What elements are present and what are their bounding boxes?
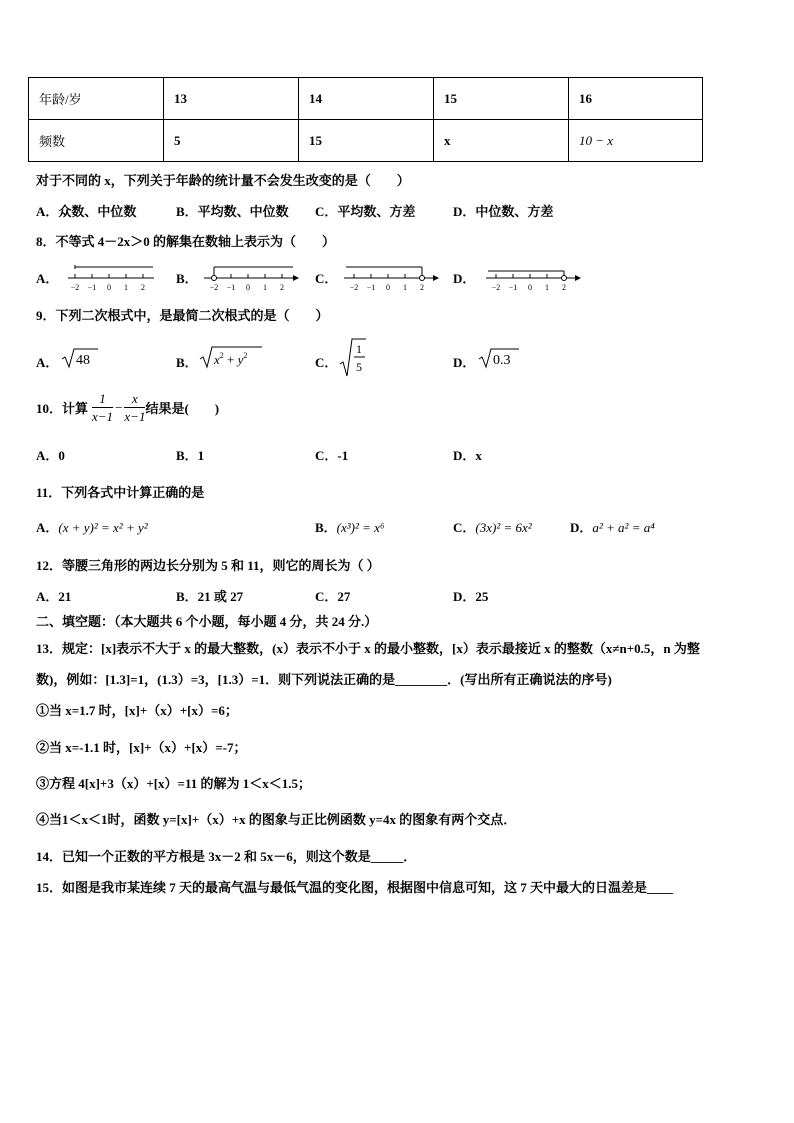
q13-statement-2: ②当 x=-1.1 时，[x]+（x）+[x）=-7； (36, 740, 247, 755)
number-line-b[interactable] (198, 262, 303, 292)
q10-option-a[interactable]: A．0 (36, 448, 65, 463)
tick-label: −2 (491, 283, 501, 292)
tick-label: 1 (403, 283, 407, 292)
table-row (29, 120, 703, 162)
q11-option-c[interactable]: C．(3x)² = 6x² (453, 520, 532, 535)
q9-option-b-label[interactable]: B． (176, 355, 198, 370)
table-cell: 15 (434, 78, 569, 120)
q12-option-a[interactable]: A．21 (36, 589, 72, 604)
tick-label: 2 (420, 283, 424, 292)
q9-option-a-radical[interactable] (60, 345, 100, 371)
tick-label: −2 (349, 283, 359, 292)
table-row (29, 78, 703, 120)
q10-suffix: 结果是( ) (145, 401, 220, 416)
fraction: $\frac{x}{x-1}$ (124, 391, 146, 424)
tick-label: −1 (87, 283, 97, 292)
svg-text:5: 5 (356, 360, 362, 374)
radicand: 48 (76, 353, 90, 368)
number-line-a[interactable] (60, 262, 160, 292)
tick-label: 2 (141, 283, 145, 292)
tick-label: −2 (209, 283, 219, 292)
q9-option-d-radical[interactable] (477, 345, 522, 371)
question-15: 15．如图是我市某连续 7 天的最高气温与最低气温的变化图，根据图中信息可知，这 7 天中最大的日温差是____ (36, 880, 674, 895)
q7-option-d[interactable]: D．中位数、方差 (453, 204, 554, 219)
question-12-stem: 12．等腰三角形的两边长分别为 5 和 11，则它的周长为（ ） (36, 558, 380, 573)
table-cell: 5 (164, 120, 299, 162)
table-cell: 16 (569, 78, 703, 120)
tick-label: −1 (508, 283, 518, 292)
question-10-stem: 10．计算 $\frac{1}{x-1}$ − $\frac{x}{x-1}$ 结果是( ) (36, 391, 220, 424)
age-frequency-table (28, 77, 703, 162)
q13-statement-4: ④当1＜x＜1时，函数 y=[x]+（x）+x 的图象与正比例函数 y=4x 的图象有两个交点． (36, 812, 517, 827)
q12-option-b[interactable]: B．21 或 27 (176, 589, 244, 604)
q10-prefix: 10．计算 (36, 401, 89, 416)
radicand: 0.3 (493, 353, 511, 368)
table-cell: 13 (164, 78, 299, 120)
table-cell: 14 (299, 78, 434, 120)
q7-option-b[interactable]: B．平均数、中位数 (176, 204, 289, 219)
q7-option-c[interactable]: C．平均数、方差 (315, 204, 416, 219)
question-13-line1: 13．规定：[x]表示不大于 x 的最大整数，(x）表示不小于 x 的最小整数，[x）表示最接近 x 的整数（x≠n+0.5，n 为整 (36, 641, 700, 656)
q9-option-d-label[interactable]: D． (453, 355, 476, 370)
tick-label: −1 (226, 283, 236, 292)
q9-option-c-radical[interactable] (338, 336, 370, 380)
tick-label: 2 (280, 283, 284, 292)
tick-label: 0 (528, 283, 532, 292)
number-line-d[interactable] (480, 262, 585, 292)
q9-option-b-radical[interactable] (198, 343, 268, 371)
table-cell: 10 − x (569, 120, 703, 162)
tick-label: −1 (366, 283, 376, 292)
number-line-c[interactable] (338, 262, 443, 292)
q12-option-d[interactable]: D．25 (453, 589, 489, 604)
q8-option-c-label[interactable]: C． (315, 271, 338, 286)
q13-statement-1: ①当 x=1.7 时，[x]+（x）+[x）=6； (36, 703, 238, 718)
fraction: $\frac{1}{x-1}$ (92, 391, 114, 424)
question-7-stem: 对于不同的 x，下列关于年龄的统计量不会发生改变的是（ ） (36, 173, 410, 188)
q9-option-c-label[interactable]: C． (315, 355, 338, 370)
tick-label: 0 (246, 283, 250, 292)
tick-label: 2 (562, 283, 566, 292)
q10-option-b[interactable]: B．1 (176, 448, 205, 463)
tick-label: 0 (386, 283, 390, 292)
q8-option-d-label[interactable]: D． (453, 271, 476, 286)
table-cell: 15 (299, 120, 434, 162)
q10-option-c[interactable]: C．-1 (315, 448, 349, 463)
table-cell: x (434, 120, 569, 162)
q8-option-b-label[interactable]: B． (176, 271, 198, 286)
section-heading: 二、填空题：（本大题共 6 个小题，每小题 4 分，共 24 分.） (36, 614, 378, 629)
tick-label: 1 (263, 283, 267, 292)
question-14: 14．已知一个正数的平方根是 3x－2 和 5x－6，则这个数是_____． (36, 849, 417, 864)
svg-text:1: 1 (356, 342, 362, 356)
question-9-stem: 9．下列二次根式中，是最简二次根式的是（ ） (36, 308, 329, 323)
question-8-stem: 8．不等式 4－2x＞0 的解集在数轴上表示为（ ） (36, 234, 336, 249)
q13-statement-3: ③方程 4[x]+3（x）+[x）=11 的解为 1＜x＜1.5； (36, 776, 311, 791)
q9-option-a-label[interactable]: A． (36, 355, 59, 370)
q12-option-c[interactable]: C．27 (315, 589, 351, 604)
table-cell: 频数 (29, 120, 164, 162)
tick-label: 1 (545, 283, 549, 292)
question-11-stem: 11．下列各式中计算正确的是 (36, 485, 205, 500)
tick-label: 1 (124, 283, 128, 292)
question-13-line2: 数)，例如：[1.3]=1，(1.3）=3，[1.3）=1．则下列说法正确的是________．(写出所有正确说法的序号) (36, 672, 612, 687)
svg-text:x2 + y2: $x^2 + y^2$ (214, 351, 248, 367)
q11-option-a[interactable]: A．(x + y)² = x² + y² (36, 520, 148, 535)
tick-label: −2 (70, 283, 80, 292)
q10-option-d[interactable]: D．x (453, 448, 482, 463)
q8-option-a-label[interactable]: A． (36, 271, 59, 286)
q7-option-a[interactable]: A．众数、中位数 (36, 204, 137, 219)
q11-option-d[interactable]: D．a² + a² = a⁴ (570, 520, 655, 535)
q11-option-b[interactable]: B．(x³)² = x⁶ (315, 520, 385, 535)
tick-label: 0 (107, 283, 111, 292)
table-cell: 年龄/岁 (29, 78, 164, 120)
